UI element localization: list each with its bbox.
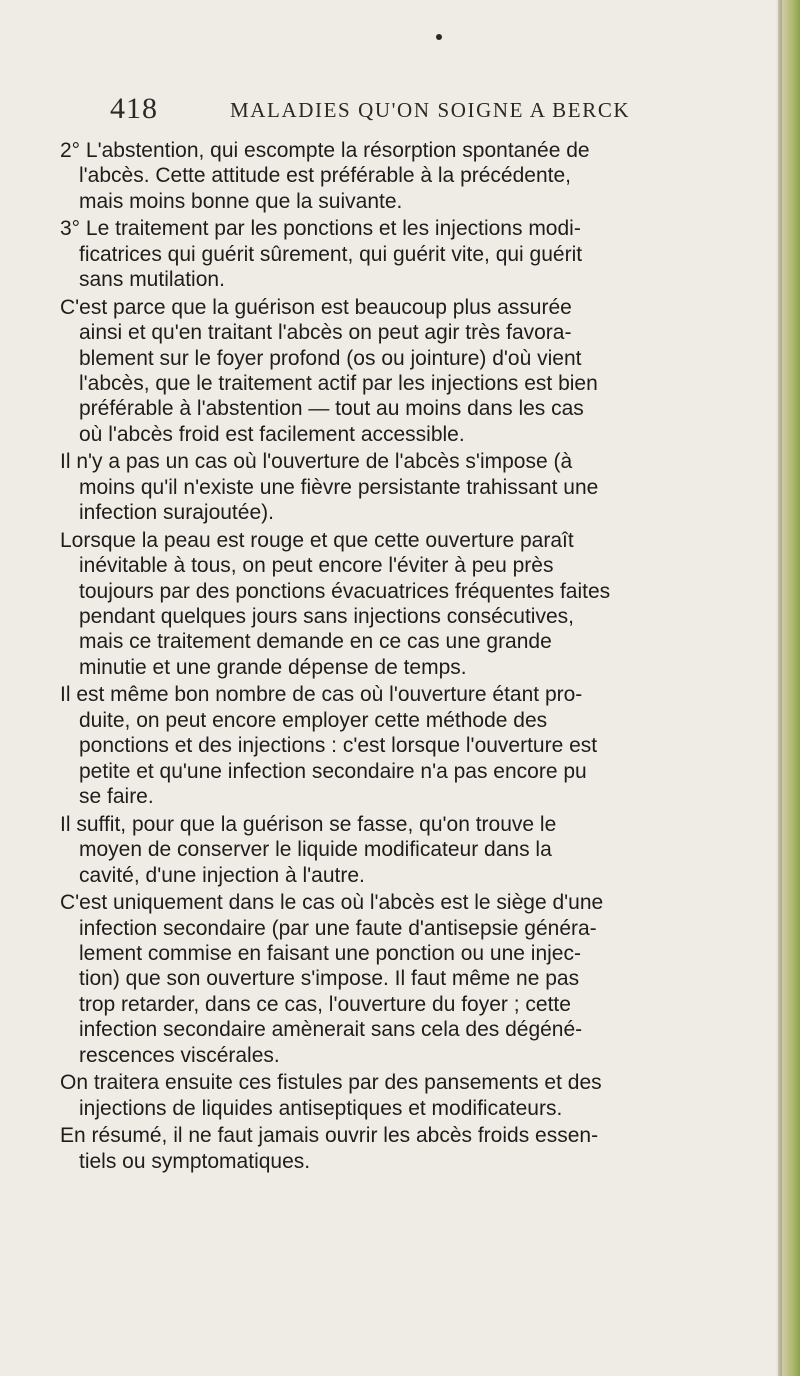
paragraph-resume: En résumé, il ne faut jamais ouvrir les abcès froids essen- tiels ou symptomatiques. — [60, 1124, 599, 1173]
paragraph-abstention: 2° L'abstention, qui escompte la résorption spontanée de l'abcès. Cette attitude est préférable à la précédente, mais moins bonne que la suivante. — [60, 139, 590, 213]
paragraph-ouverture-produite: Il est même bon nombre de cas où l'ouverture étant pro- duite, on peut encore employer cette méthode des ponctions et des injections : c'est lorsque l'ouverture est petite et qu'une infection secondaire n'a pas encore pu se faire. — [60, 683, 598, 809]
page-number: 418 — [110, 92, 158, 125]
print-speck — [436, 34, 442, 40]
paragraph-fistules: On traitera ensuite ces fistules par des pansements et des injections de liquides antiseptiques et modificateurs. — [60, 1071, 602, 1120]
running-head — [110, 92, 710, 132]
page-edge-shadow — [776, 0, 782, 1376]
paragraph-ponctions-injections: 3° Le traitement par les ponctions et les injections modi- ficatrices qui guérit sûrement, qui guérit vite, qui guérit sans mutilation. — [60, 217, 583, 292]
body-text — [60, 138, 728, 1176]
paragraph-conserver-liquide: Il suffit, pour que la guérison se fasse, qu'on trouve le moyen de conserver le liquide modificateur dans la cavité, d'une injection à l'autre. — [60, 812, 557, 887]
paragraph-infection-secondaire: C'est uniquement dans le cas où l'abcès est le siège d'une infection secondaire (par une faute d'antisepsie généra- lement commise en faisant une ponction ou une injec- tion) que son ouverture s'impose. Il faut même ne pas trop retarder, dans ce cas, l'ouverture du foyer ; cette infection secondaire amènerait sans cela des dégéné- rescences viscérales. — [60, 891, 604, 1067]
paragraph-guerison-assuree: C'est parce que la guérison est beaucoup plus assurée ainsi et qu'en traitant l'abcès on peut agir très favora- blement sur le foyer profond (os ou jointure) d'où vient l'abcès, que le traitement actif par les injections est bien préférable à l'abstention — tout au moins dans les cas où l'abcès froid est facilement accessible. — [60, 295, 598, 446]
running-title: MALADIES QU'ON SOIGNE A BERCK — [230, 98, 631, 122]
paragraph-ouverture-non-imposee: Il n'y a pas un cas où l'ouverture de l'abcès s'impose (à moins qu'il n'existe une fièvre persistante trahissant une infection surajoutée). — [60, 450, 599, 525]
paragraph-peau-rouge: Lorsque la peau est rouge et que cette ouverture paraît inévitable à tous, on peut encore l'éviter à peu près toujours par des ponctions évacuatrices fréquentes faites pendant quelques jours sans injections consécutives, mais ce traitement demande en ce cas une grande minutie et une grande dépense de temps. — [60, 528, 611, 679]
